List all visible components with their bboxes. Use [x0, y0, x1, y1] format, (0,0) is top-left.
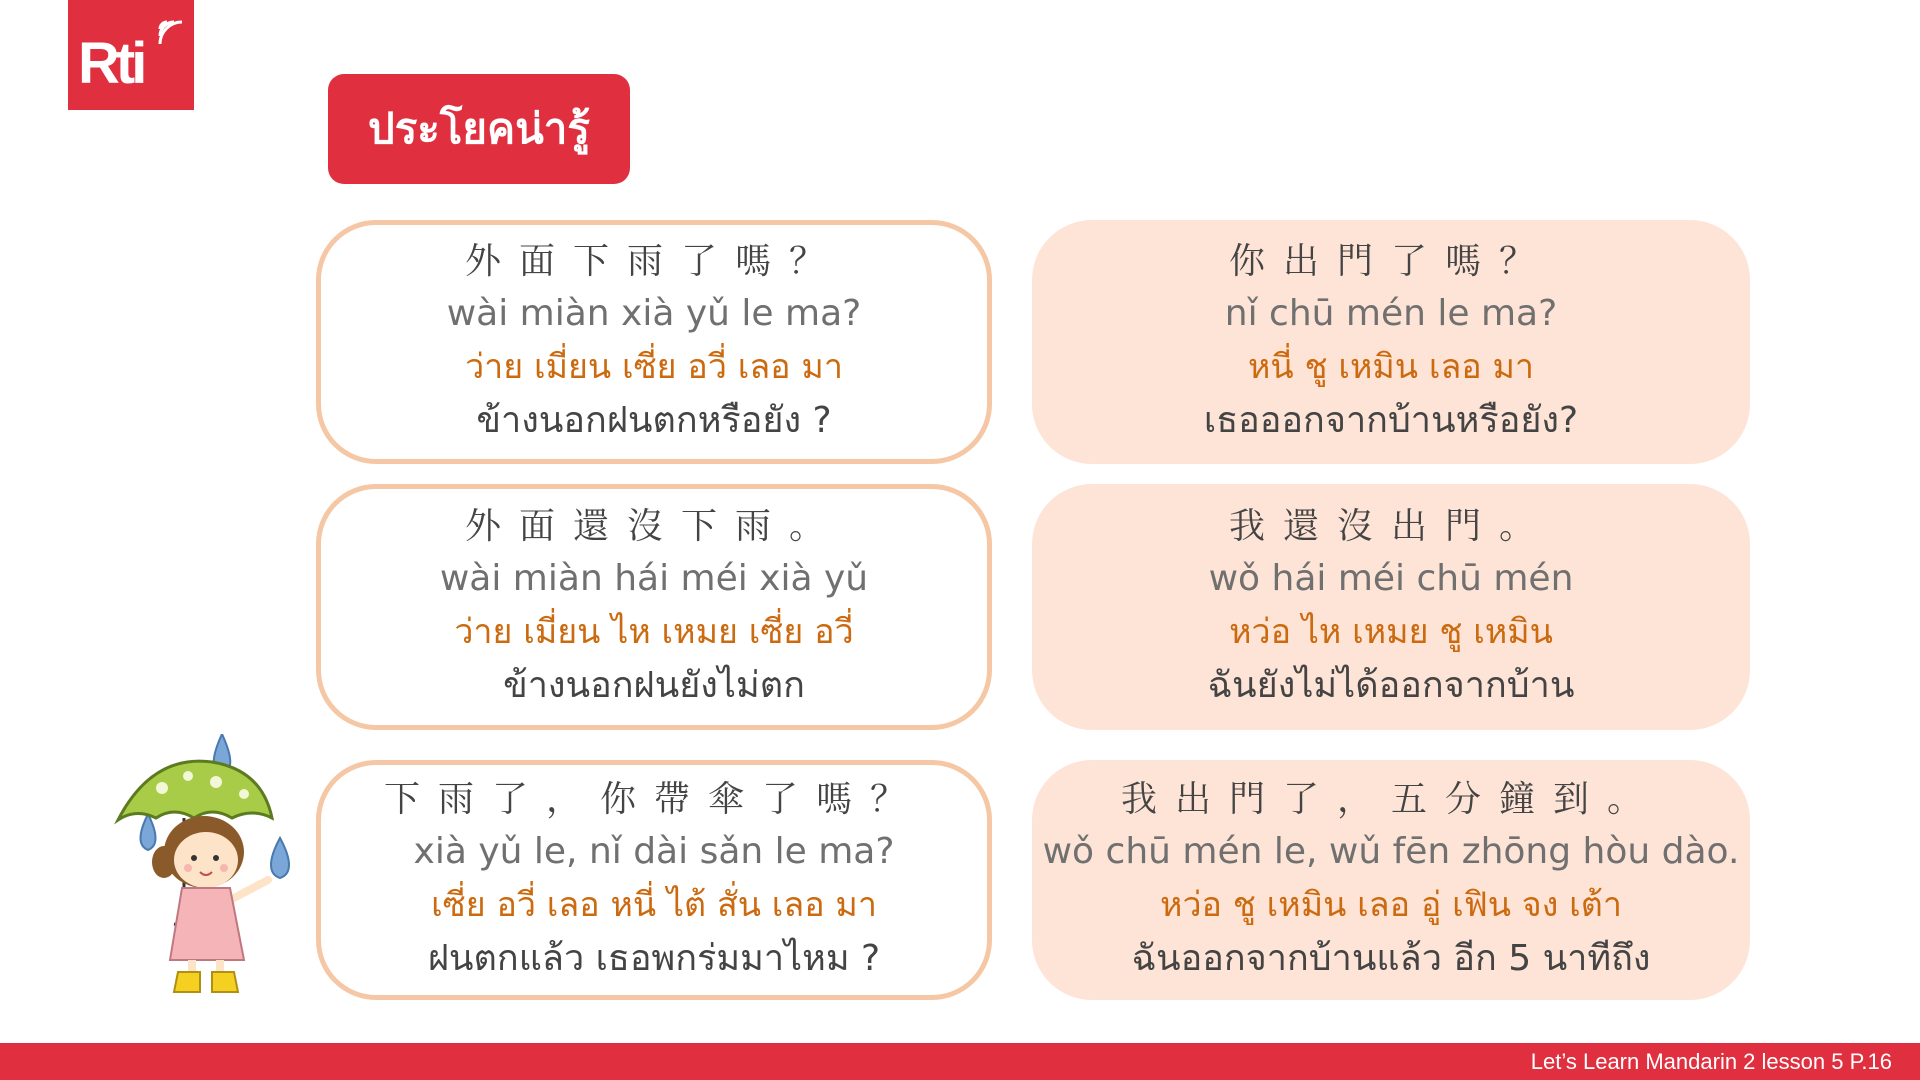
- sentence-card-6: [1032, 760, 1750, 1000]
- pinyin-text: wài miàn xià yǔ le ma?: [446, 293, 862, 334]
- thai-meaning-text: เธอออกจากบ้านหรือยัง?: [1203, 400, 1579, 441]
- logo-text: Rti: [78, 31, 144, 96]
- thai-meaning-text: ข้างนอกฝนตกหรือยัง ?: [476, 400, 832, 441]
- raindrop-icon: [271, 838, 289, 878]
- footer-text: Let’s Learn Mandarin 2 lesson 5 P.16: [1530, 1049, 1892, 1074]
- hanzi-text: 外面下雨了嗎？: [464, 241, 843, 282]
- hanzi-text: 我出門了，五分鐘到。: [1120, 779, 1661, 820]
- thai-reading-text: เซี่ย อวี่ เลอ หนี่ ไต้ สั่น เลอ มา: [431, 885, 877, 925]
- signal-icon: [156, 18, 186, 48]
- sentence-card-3: [316, 484, 992, 730]
- thai-meaning-text: ฝนตกแล้ว เธอพกร่มมาไหม ?: [427, 938, 881, 979]
- thai-reading-text: หว่อ ไห เหมย ชู เหมิน: [1229, 612, 1553, 652]
- pinyin-text: wǒ hái méi chū mén: [1208, 558, 1574, 599]
- thai-reading-text: หนี่ ชู เหมิน เลอ มา: [1247, 347, 1535, 387]
- umbrella-icon: [118, 761, 272, 820]
- sentence-card-1: [316, 220, 992, 464]
- thai-meaning-text: ข้างนอกฝนยังไม่ตก: [503, 665, 805, 706]
- hanzi-text: 我還沒出門。: [1228, 506, 1553, 547]
- page-title: ประโยคน่ารู้: [368, 104, 590, 153]
- sentence-card-4: [1032, 484, 1750, 730]
- sentence-card-2: [1032, 220, 1750, 464]
- thai-meaning-text: ฉันยังไม่ได้ออกจากบ้าน: [1207, 665, 1575, 706]
- hanzi-text: 外面還沒下雨。: [464, 506, 843, 547]
- hanzi-text: 你出門了嗎？: [1228, 241, 1553, 282]
- thai-reading-text: ว่าย เมี่ยน ไห เหมย เซี่ย อวี่: [454, 612, 854, 652]
- rti-logo: [68, 0, 194, 110]
- raindrop-icon: [141, 814, 156, 850]
- hanzi-text: 下雨了，你帶傘了嗎？: [383, 779, 924, 820]
- pinyin-text: wǒ chū mén le, wǔ fēn zhōng hòu dào.: [1042, 831, 1740, 872]
- girl-umbrella-illustration: [112, 734, 298, 996]
- thai-meaning-text: ฉันออกจากบ้านแล้ว อีก 5 นาทีถึง: [1131, 938, 1651, 979]
- title-badge: [328, 74, 630, 184]
- thai-reading-text: หว่อ ชู เหมิน เลอ อู่ เฟิน จง เต้า: [1160, 885, 1622, 925]
- footer-bar: [0, 1043, 1920, 1080]
- pinyin-text: wài miàn hái méi xià yǔ: [439, 558, 869, 599]
- pinyin-text: xià yǔ le, nǐ dài sǎn le ma?: [413, 831, 895, 872]
- sentence-card-5: [316, 760, 992, 1000]
- pinyin-text: nǐ chū mén le ma?: [1224, 293, 1558, 334]
- thai-reading-text: ว่าย เมี่ยน เซี่ย อวี่ เลอ มา: [465, 347, 843, 387]
